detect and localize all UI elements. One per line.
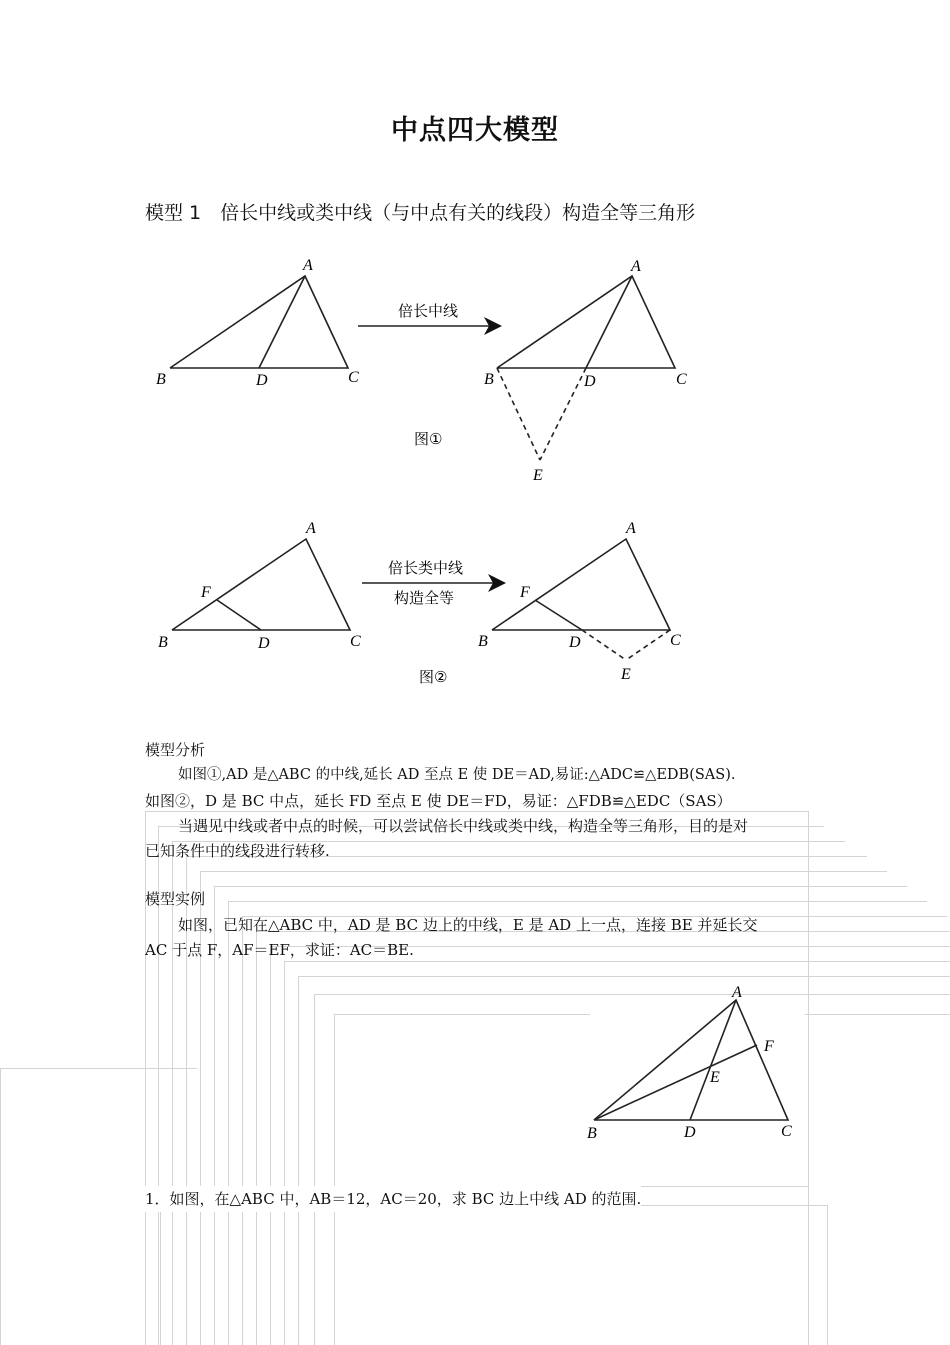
- analysis-line-1: 如图①,AD 是△ABC 的中线,延长 AD 至点 E 使 DE＝AD,易证:△ADC≌△EDB(SAS).: [178, 767, 736, 783]
- fig2-arrow-label-2: 构造全等: [394, 589, 455, 607]
- analysis-line-4: 已知条件中的线段进行转移.: [145, 842, 330, 860]
- fig1r-label-e: E: [533, 467, 543, 484]
- fig1r-label-a: A: [631, 258, 641, 275]
- example-label-e: E: [710, 1069, 720, 1086]
- fig1-label-d: D: [256, 372, 268, 389]
- fig2r-label-d: D: [569, 634, 581, 651]
- fig2-label-a: A: [306, 520, 316, 537]
- fig2-label-f: F: [201, 584, 211, 601]
- model1-heading: 模型 1 倍长中线或类中线（与中点有关的线段）构造全等三角形: [145, 202, 696, 224]
- fig1r-label-c: C: [676, 371, 687, 388]
- analysis-line-3: 当遇见中线或者中点的时候，可以尝试倍长中线或类中线，构造全等三角形，目的是对: [178, 817, 749, 835]
- example-label-b: B: [587, 1125, 597, 1142]
- example-heading: 模型实例: [145, 890, 206, 908]
- analysis-line-2: 如图②，D 是 BC 中点，延长 FD 至点 E 使 DE＝FD，易证：△FDB≌△EDC（SAS）: [145, 792, 732, 810]
- fig2r-label-c: C: [670, 632, 681, 649]
- example-label-f: F: [764, 1038, 774, 1055]
- fig2-label-c: C: [350, 633, 361, 650]
- fig1r-label-b: B: [484, 371, 494, 388]
- analysis-heading: 模型分析: [145, 741, 206, 759]
- fig2r-label-f: F: [520, 584, 530, 601]
- example-label-d: D: [684, 1124, 696, 1141]
- example-label-a: A: [732, 984, 742, 1001]
- fig2-arrow-label-1: 倍长类中线: [388, 559, 464, 577]
- fig1-label-c: C: [348, 369, 359, 386]
- example-line-2: AC 于点 F，AF＝EF，求证：AC＝BE.: [145, 941, 414, 959]
- fig2r-label-a: A: [626, 520, 636, 537]
- fig2-label-d: D: [258, 635, 270, 652]
- fig2-caption: 图②: [419, 668, 448, 686]
- fig1-arrow-label: 倍长中线: [398, 302, 459, 320]
- fig1-label-b: B: [156, 371, 166, 388]
- fig1r-label-d: D: [584, 373, 596, 390]
- example-label-c: C: [781, 1123, 792, 1140]
- fig2r-label-e: E: [621, 666, 631, 683]
- exercise-1: 1．如图，在△ABC 中，AB＝12，AC＝20，求 BC 边上中线 AD 的范围.: [145, 1186, 641, 1212]
- example-line-1: 如图，已知在△ABC 中，AD 是 BC 边上的中线，E 是 AD 上一点，连接 BE 并延长交: [178, 916, 758, 934]
- fig2r-label-b: B: [478, 633, 488, 650]
- fig2-label-b: B: [158, 634, 168, 651]
- page-title: 中点四大模型: [391, 115, 559, 146]
- fig1-label-a: A: [303, 257, 313, 274]
- fig1-caption: 图①: [414, 430, 443, 448]
